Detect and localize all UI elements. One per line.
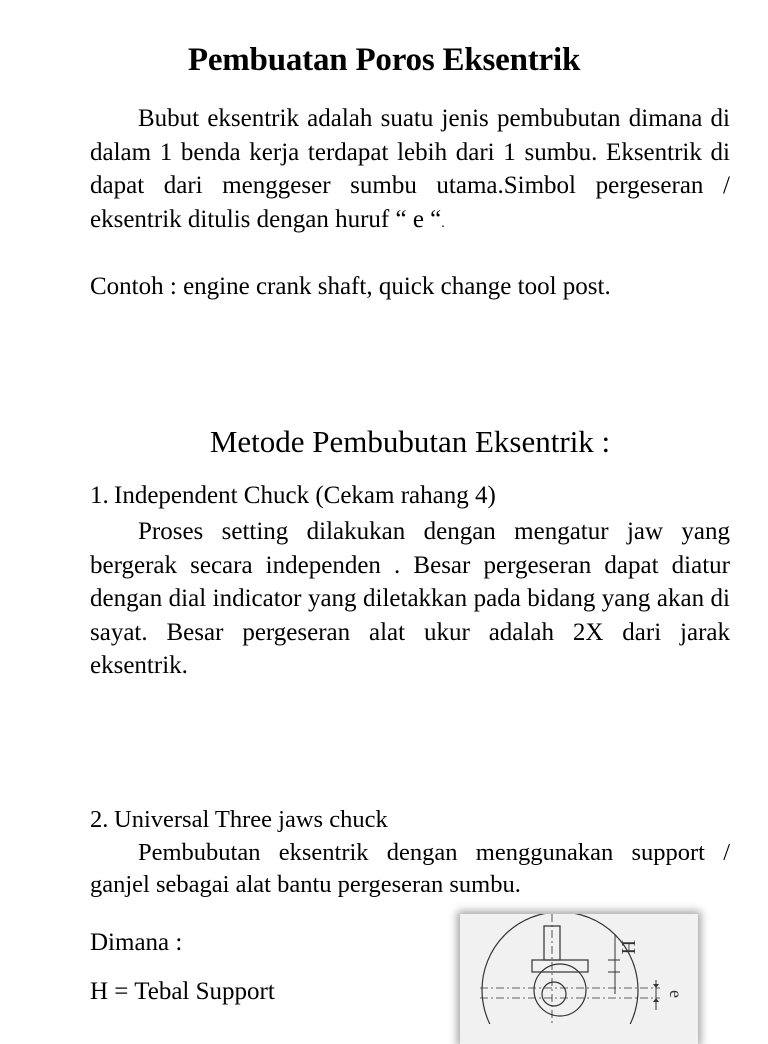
method-1-title-text: Independent Chuck (Cekam rahang 4) — [114, 482, 496, 509]
section-heading: Metode Pembubutan Eksentrik : — [209, 424, 611, 459]
example-line: Contoh : engine crank shaft, quick change tool post. — [90, 273, 611, 300]
method-1-body: Proses setting dilakukan dengan mengatur jaw yang bergerak secara independen . Besar pergeseran dapat diatur dengan dial indicator yang diletakkan pada bidang yang akan di sayat. Besar pergeseran alat ukur adalah 2X dari jarak eksentrik. — [90, 518, 730, 679]
chuck-diagram-svg — [460, 914, 698, 1024]
method-2-body: Pembubutan eksentrik dengan menggunakan support / ganjel sebagai alat bantu pergeseran sumbu. — [90, 839, 730, 898]
definitions-label: Dimana : — [90, 929, 183, 956]
method-2-title — [90, 806, 388, 834]
page-title: Pembuatan Poros Eksentrik — [187, 42, 581, 78]
intro-paragraph — [90, 102, 730, 240]
method-1-number: 1. — [90, 482, 109, 509]
definition-h: H = Tebal Support — [90, 978, 275, 1005]
e-label: e — [666, 990, 686, 998]
h-label: H — [617, 940, 639, 955]
chuck-diagram — [460, 914, 698, 1044]
method-2-title-text: Universal Three jaws chuck — [114, 806, 388, 833]
intro-paragraph-end: . — [441, 215, 445, 231]
method-2-number: 2. — [90, 806, 109, 833]
intro-paragraph-text: Bubut eksentrik adalah suatu jenis pembubutan dimana di dalam 1 benda kerja terdapat lebih dari 1 sumbu. Eksentrik di dapat dari menggeser sumbu utama.Simbol pergeseran / eksentrik ditulis dengan huruf “ e “ — [90, 105, 730, 233]
method-1-title — [90, 482, 496, 510]
